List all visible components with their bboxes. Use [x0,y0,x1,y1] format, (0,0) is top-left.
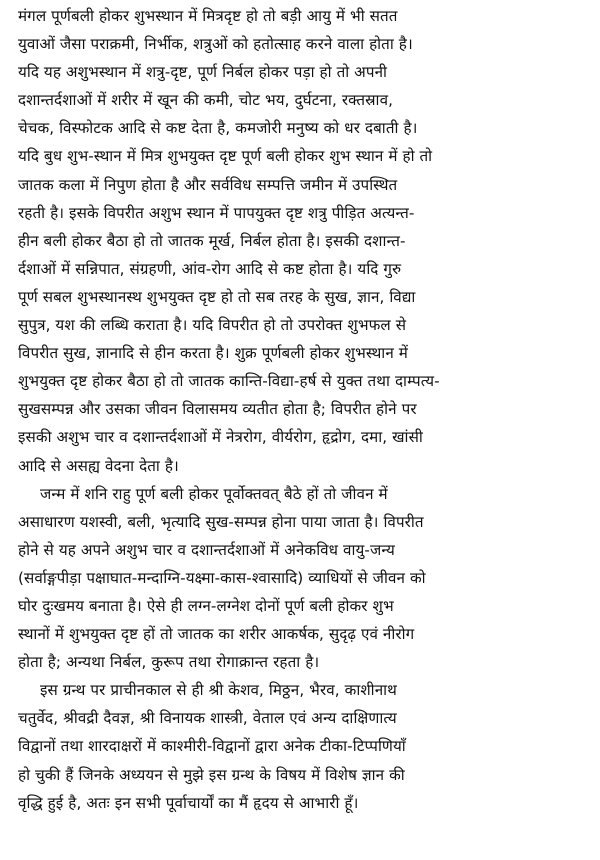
text-line: चतुर्वेद, श्रीवद्री दैवज्ञ, श्री विनायक शास्त्री, वेताल एवं अन्य दाक्षिणात्य [18,709,397,728]
text-line: चेचक, विस्फोटक आदि से कष्ट देता है, कमजोरी मनुष्य को धर दबाती है। [18,119,418,138]
text-line: सुपुत्र, यश की लब्धि कराता है। यदि विपरीत हो तो उपरोक्त शुभफल से [18,316,407,335]
text-line: वृद्धि हुई है, अतः इन सभी पूर्वाचार्यों का मैं हृदय से आभारी हूँ। [18,793,359,812]
text-line: दशान्तर्दशाओं में शरीर में खून की कमी, चोट भय, दुर्घटना, रक्तस्राव, [18,91,394,110]
text-line: स्थानों में शुभयुक्त दृष्ट हों तो जातक का शरीर आकर्षक, सुदृढ़ एवं नीरोग [18,625,415,644]
text-line: र्दशाओं में सन्निपात, संग्रहणी, आंव-रोग आदि से कष्ट होता है। यदि गुरु [18,259,402,278]
text-line: होने से यह अपने अशुभ चार व दशान्तर्दशाओं में अनेकविध वायु-जन्य [18,540,395,559]
text-line: हो चुकी हैं जिनके अध्ययन से मुझे इस ग्रन्थ के विषय में विशेष ज्ञान की [18,765,405,784]
text-line: होता है; अन्यथा निर्बल, कुरूप तथा रोगाक्रान्त रहता है। [18,653,320,672]
text-line: जातक कला में निपुण होता है और सर्वविध सम्पत्ति जमीन में उपस्थित [18,175,398,194]
text-line: शुभयुक्त दृष्ट होकर बैठा हो तो जातक कान्ति-विद्या-हर्ष से युक्त तथा दाम्पत्य- [18,372,440,391]
text-line: पूर्ण सबल शुभस्थानस्थ शुभयुक्त दृष्ट हो तो सब तरह के सुख, ज्ञान, विद्या [18,287,416,306]
text-line: विपरीत सुख, ज्ञानादि से हीन करता है। शुक्र पूर्णबली होकर शुभस्थान में [18,344,408,363]
paragraph-start-line: इस ग्रन्थ पर प्राचीनकाल से ही श्री केशव, मिठ्ठन, भैरव, काशीनाथ [40,681,397,700]
text-line: युवाओं जैसा पराक्रमी, निर्भीक, शत्रुओं को हतोत्साह करने वाला होता है। [18,35,413,54]
text-line: आदि से असह्य वेदना देता है। [18,456,179,475]
text-line: (सर्वाङ्गपीड़ा पक्षाघात-मन्दाग्नि-यक्ष्मा-कास-श्वासादि) व्याधियों से जीवन को [18,568,426,587]
text-line: यदि यह अशुभस्थान में शत्रु-दृष्ट, पूर्ण निर्बल होकर पड़ा हो तो अपनी [18,63,388,82]
text-line: सुखसम्पन्न और उसका जीवन विलासमय व्यतीत होता है; विपरीत होने पर [18,400,417,419]
text-line: असाधारण यशस्वी, बली, भृत्यादि सुख-सम्पन्न होना पाया जाता है। विपरीत [18,512,424,531]
text-line: यदि बुध शुभ-स्थान में मित्र शुभयुक्त दृष्ट पूर्ण बली होकर शुभ स्थान में हो तो [18,147,433,166]
text-line: इसकी अशुभ चार व दशान्तर्दशाओं में नेत्ररोग, वीर्यरोग, हृद्रोग, दमा, खांसी [18,428,423,447]
paragraph-start-line: जन्म में शनि राहु पूर्ण बली होकर पूर्वोक्तवत् बैठे हों तो जीवन में [40,484,388,503]
text-line: विद्वानों तथा शारदाक्षरों में काश्मीरी-विद्वानों द्वारा अनेक टीका-टिप्पणियाँ [18,737,406,756]
text-line: हीन बली होकर बैठा हो तो जातक मूर्ख, निर्बल होता है। इसकी दशान्त- [18,231,406,250]
text-line: रहती है। इसके विपरीत अशुभ स्थान में पापयुक्त दृष्ट शत्रु पीड़ित अत्यन्त- [18,203,415,222]
text-line: घोर दुःखमय बनाता है। ऐसे ही लग्न-लग्नेश दोनों पूर्ण बली होकर शुभ [18,596,394,615]
text-line: मंगल पूर्णबली होकर शुभस्थान में मित्रदृष्ट हो तो बड़ी आयु में भी सतत [18,7,398,25]
